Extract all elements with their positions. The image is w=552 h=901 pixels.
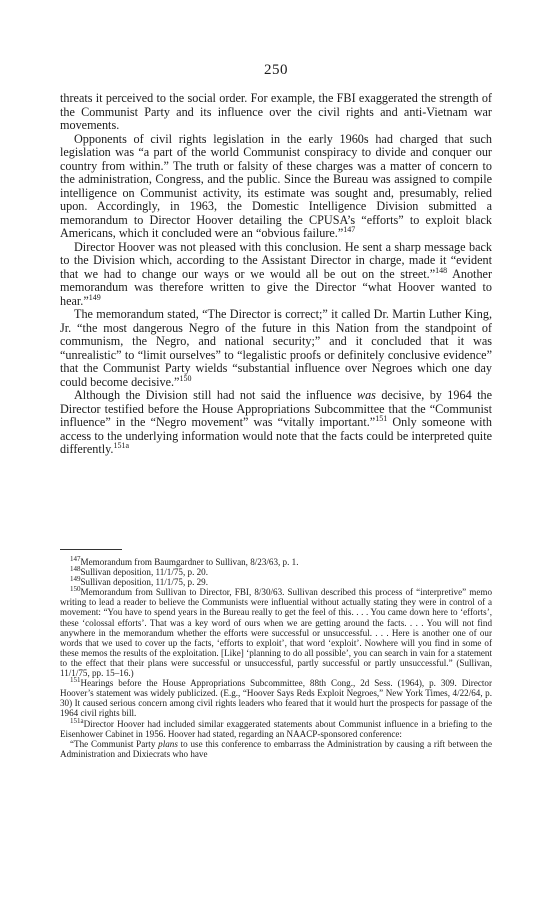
footnote-ref-151: 151 bbox=[375, 413, 388, 423]
footnote-148 bbox=[60, 567, 492, 577]
footnote-quote-emphasis: plans bbox=[158, 738, 178, 749]
footnote-151a-text: Director Hoover had included similar exaggerated statements about Communist influence in a briefing to the Eisenhower Cabinet in 1956. Hoover had stated, regarding an NAACP-sponsored conference: bbox=[60, 718, 492, 739]
footnote-quote-text-a: “The Communist Party bbox=[70, 738, 159, 749]
footnote-ref-150: 150 bbox=[179, 373, 192, 383]
footnote-148-number: 148 bbox=[70, 565, 81, 574]
footnote-150 bbox=[60, 587, 492, 678]
paragraph-5-text-c: Only someone with access to the underlying information would note that the facts could be interpreted quite differently. bbox=[60, 415, 492, 456]
paragraph-4 bbox=[60, 308, 492, 389]
paragraph-5 bbox=[60, 389, 492, 457]
paragraph-3-text-a: Director Hoover was not pleased with this conclusion. He sent a sharp message back to the Division which, according to the Assistant Director in charge, made it “evident that we had to change our ways or we would all be out on the street.” bbox=[60, 239, 492, 281]
footnote-147-number: 147 bbox=[70, 554, 81, 563]
footnote-149-number: 149 bbox=[70, 575, 81, 584]
footnote-151-text: Hearings before the House Appropriations Subcommittee, 88th Cong., 2d Sess. (1964), p. 309. Director Hoover’s statement was widely publicized. (E.g., “Hoover Says Reds Exploit Negroes,” New York Times, 4/22/64, p. 30) It caused serious concern among civil rights leaders who feared that it would hurt the prospects for passage of the 1964 civil rights bill. bbox=[60, 678, 492, 719]
footnote-148-text: Sullivan deposition, 11/1/75, p. 20. bbox=[80, 567, 208, 578]
footnote-150-text: Memorandum from Sullivan to Director, FBI, 8/30/63. Sullivan described this process of “interpretive” memo writing to lead a reader to believe the Communists were influential without actually stating they were in control of a movement: “You have to spend years in the Bureau really to get the feel of this. . . . You came down here to ‘efforts’, these ‘colossal efforts’. That was a key word of ours when we are getting around the facts. . . . You will not find anywhere in the memorandum whether the efforts were successful or unsuccessful. . . . Here is another one of our words that we used to cover up the facts, ‘efforts to exploit’, that word ‘exploit’. Nowhere will you find in some of these memos the results of the exploitation. [Like] ‘planning to do all possible’, you can search in vain for a statement to the effect that their plans were successful or unsuccessful, partly successful or partly unsuccessful.” (Sullivan, 11/1/75, pp. 15–16.) bbox=[60, 587, 492, 679]
footnote-ref-151a: 151a bbox=[113, 440, 130, 450]
footnote-147-text: Memorandum from Baumgardner to Sullivan, 8/23/63, p. 1. bbox=[80, 557, 299, 567]
footnote-151-number: 151 bbox=[70, 676, 81, 685]
footnote-150-number: 150 bbox=[70, 585, 81, 594]
footnote-151 bbox=[60, 678, 492, 718]
paragraph-2-text: Opponents of civil rights legislation in the early 1960s had charged that such legislation was “a part of the world Communist conspiracy to divide and conquer our country from within.” The truth or falsity of these charges was a matter of concern to the administration, Congress, and the public. Since the Bureau was assigned to compile intelligence on Communist activity, its estimate was sought and, presumably, relied upon. Accordingly, in 1963, the Domestic Intelligence Division submitted a memorandum to Director Hoover detailing the CPUSA’s “efforts” to exploit black Americans, which it concluded were an “obvious failure.” bbox=[60, 131, 492, 240]
footnote-151a-number: 151a bbox=[70, 716, 84, 725]
paragraph-5-text-a: Although the Division still had not said the influence bbox=[74, 388, 357, 402]
footnotes bbox=[60, 554, 493, 759]
footnote-ref-148: 148 bbox=[435, 265, 448, 275]
footnote-ref-149: 149 bbox=[88, 292, 101, 302]
paragraph-5-text-b: decisive, by 1964 the Director testified before the House Appropriations Subcommittee that the “Communist influence” in the “Negro movement” was “vitally important.” bbox=[60, 388, 492, 429]
footnote-149-text: Sullivan deposition, 11/1/75, p. 29. bbox=[80, 577, 208, 588]
paragraph-3 bbox=[60, 241, 492, 309]
footnote-149 bbox=[60, 577, 492, 587]
footnote-ref-147: 147 bbox=[343, 224, 356, 234]
paragraph-1 bbox=[60, 92, 492, 133]
paragraph-1-text: threats it perceived to the social order. For example, the FBI exaggerated the strength of the Communist Party and its influence over the civil rights and anti-Vietnam war movements. bbox=[60, 91, 492, 132]
footnote-quote bbox=[60, 739, 492, 759]
footnote-divider bbox=[60, 549, 122, 550]
paragraph-2 bbox=[60, 133, 492, 241]
footnote-151a bbox=[60, 716, 492, 739]
footnote-147 bbox=[60, 554, 492, 567]
paragraph-4-text: The memorandum stated, “The Director is correct;” it called Dr. Martin Luther King, Jr. “the most dangerous Negro of the future in this Nation from the standpoint of communism, the Negro, and national security;” and it concluded that it was “unrealistic” to “limit ourselves” to “legalistic proofs or definitely conclusive evidence” that the Communist Party wields “substantial influence over Negroes which one day could become decisive.” bbox=[60, 307, 492, 389]
paragraph-5-emphasis: was bbox=[356, 388, 376, 402]
footnote-quote-text-b: to use this conference to embarrass the Administration by causing a rift between the Administration and Dixiecrats who have bbox=[60, 738, 493, 759]
paragraph-3-text-b: Another memorandum was therefore written to give the Director “what Hoover wanted to hear.” bbox=[60, 266, 493, 308]
page-number: 250 bbox=[264, 62, 288, 78]
body-text bbox=[60, 92, 492, 457]
